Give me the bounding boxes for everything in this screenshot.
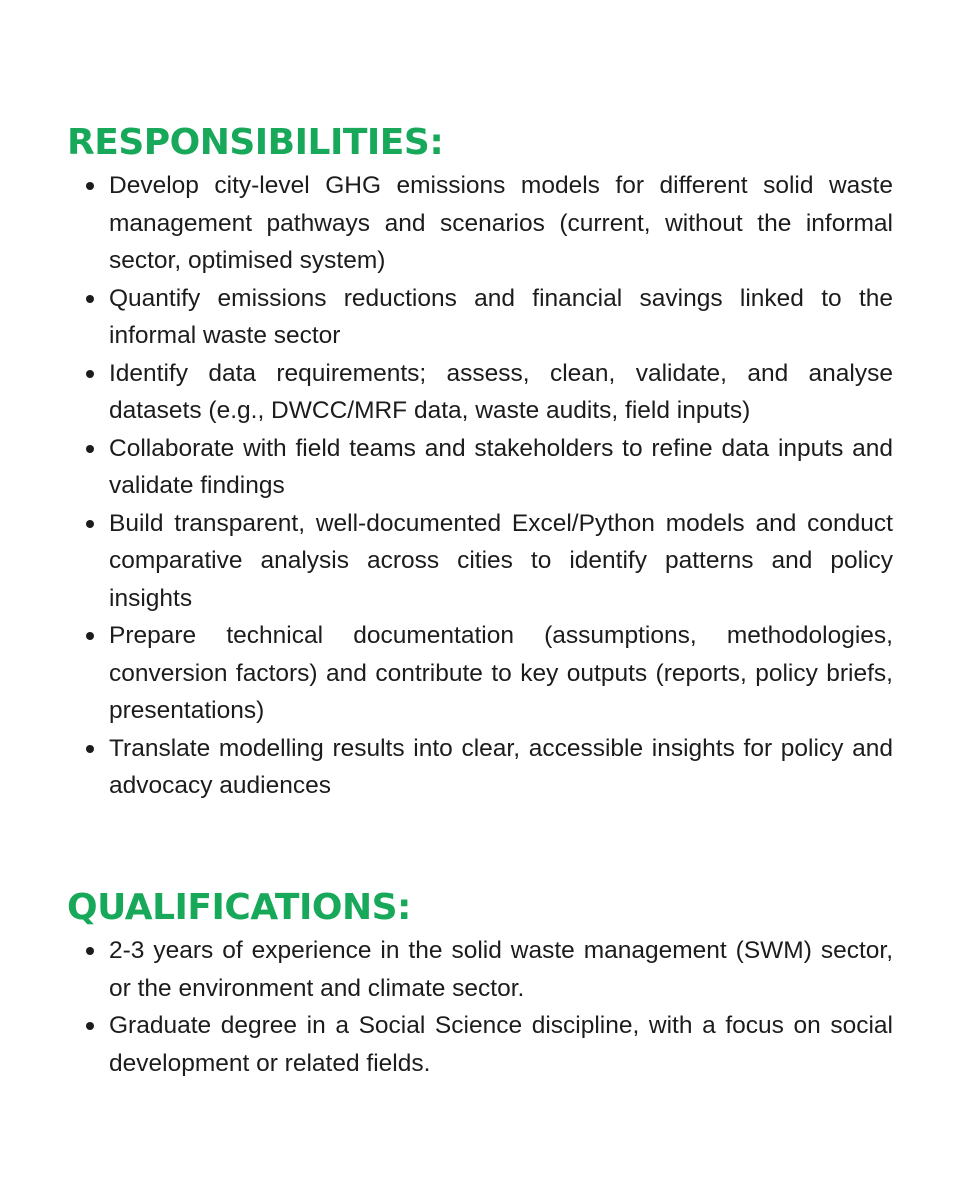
list-item-text: Develop city-level GHG emissions models for different solid waste management pathways and scenarios (current, without the informal sector, optimised system): [109, 172, 893, 274]
list-item: [67, 617, 893, 730]
bullet-icon: [86, 520, 94, 528]
list-item-text: Build transparent, well-documented Excel/Python models and conduct comparative analysis across cities to identify patterns and policy insights: [109, 509, 893, 612]
list-item: [67, 1007, 893, 1082]
bullet-icon: [86, 1022, 94, 1030]
list-item: [67, 932, 893, 1007]
list-item: [67, 280, 893, 355]
bullet-icon: [86, 295, 94, 303]
list-item: [67, 430, 893, 505]
list-item-text: Translate modelling results into clear, accessible insights for policy and advocacy audiences: [109, 734, 893, 799]
responsibilities-heading: RESPONSIBILITIES:: [67, 122, 444, 163]
list-item-text: Identify data requirements; assess, clean, validate, and analyse datasets (e.g., DWCC/MRF data, waste audits, field inputs): [109, 359, 893, 424]
list-item: [67, 167, 893, 280]
list-item-text: Graduate degree in a Social Science discipline, with a focus on social development or related fields.: [109, 1012, 893, 1077]
list-item: [67, 355, 893, 430]
list-item-text: 2-3 years of experience in the solid waste management (SWM) sector, or the environment and climate sector.: [109, 937, 893, 1002]
bullet-icon: [86, 745, 94, 753]
list-item: [67, 730, 893, 805]
bullet-icon: [86, 370, 94, 378]
qualifications-list: [67, 932, 893, 1082]
responsibilities-section: [67, 120, 893, 805]
qualifications-section: [67, 885, 893, 1082]
list-item-text: Quantify emissions reductions and financial savings linked to the informal waste sector: [109, 284, 893, 349]
bullet-icon: [86, 182, 94, 190]
bullet-icon: [86, 632, 94, 640]
responsibilities-list: [67, 167, 893, 805]
list-item-text: Prepare technical documentation (assumptions, methodologies, conversion factors) and contribute to key outputs (reports, policy briefs, presentations): [109, 622, 893, 724]
bullet-icon: [86, 445, 94, 453]
list-item-text: Collaborate with field teams and stakeholders to refine data inputs and validate findings: [109, 434, 893, 499]
bullet-icon: [86, 947, 94, 955]
qualifications-heading: QUALIFICATIONS:: [67, 887, 411, 928]
list-item: [67, 505, 893, 618]
